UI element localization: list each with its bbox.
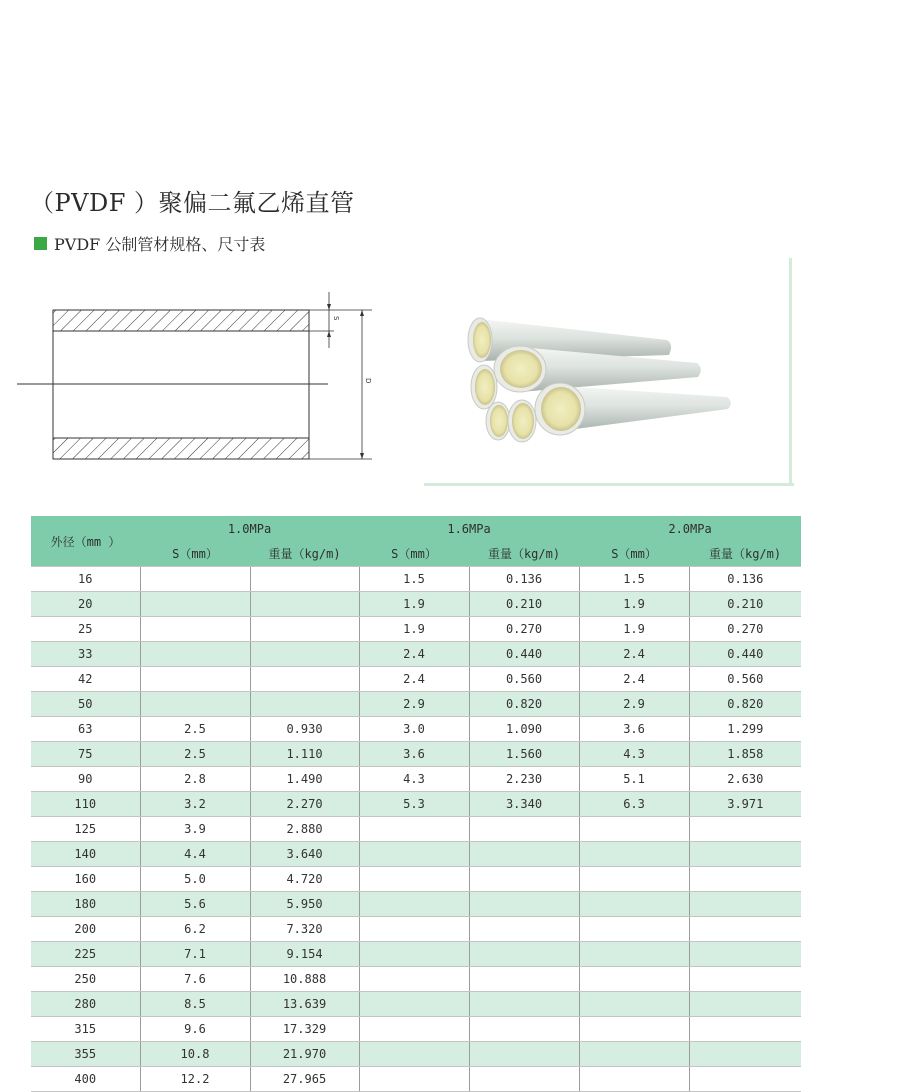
top-wall-hatch (53, 310, 309, 331)
table-cell: 1.560 (469, 742, 579, 767)
table-row (31, 742, 801, 767)
table-cell: 5.0 (140, 867, 250, 892)
table-cell (689, 842, 801, 867)
table-cell: 12.2 (140, 1067, 250, 1092)
table-cell: 2.4 (359, 642, 469, 667)
column-header: 重量（kg/m) (469, 541, 579, 567)
table-cell: 7.320 (250, 917, 359, 942)
table-row (31, 1042, 801, 1067)
table-cell: 27.965 (250, 1067, 359, 1092)
table-cell: 200 (31, 917, 140, 942)
table-cell (689, 817, 801, 842)
pressure-header-1: 1.0MPa (140, 516, 359, 541)
table-cell: 1.490 (250, 767, 359, 792)
table-cell: 17.329 (250, 1017, 359, 1042)
table-cell: 3.340 (469, 792, 579, 817)
table-cell (250, 667, 359, 692)
table-cell: 50 (31, 692, 140, 717)
table-row (31, 692, 801, 717)
table-cell: 8.5 (140, 992, 250, 1017)
table-cell (469, 992, 579, 1017)
table-row (31, 892, 801, 917)
table-cell: 1.090 (469, 717, 579, 742)
table-row (31, 917, 801, 942)
outer-diameter-header: 外径（mm ） (31, 516, 140, 567)
table-cell (469, 1042, 579, 1067)
table-row (31, 667, 801, 692)
label-d: D (364, 378, 372, 384)
frame-border-bottom (424, 483, 794, 486)
table-row (31, 967, 801, 992)
table-cell (250, 617, 359, 642)
table-cell: 180 (31, 892, 140, 917)
table-cell (689, 892, 801, 917)
table-cell: 1.5 (579, 567, 689, 592)
table-cell: 90 (31, 767, 140, 792)
table-cell: 0.820 (689, 692, 801, 717)
table-cell: 3.9 (140, 817, 250, 842)
table-cell (579, 942, 689, 967)
column-header: S（mm） (140, 541, 250, 567)
table-cell (250, 642, 359, 667)
table-cell: 400 (31, 1067, 140, 1092)
table-row (31, 992, 801, 1017)
table-cell: 2.5 (140, 717, 250, 742)
table-cell (359, 967, 469, 992)
table-cell (359, 917, 469, 942)
table-cell: 25 (31, 617, 140, 642)
table-cell: 0.210 (469, 592, 579, 617)
table-cell: 2.9 (359, 692, 469, 717)
table-cell (359, 1017, 469, 1042)
table-cell: 0.560 (469, 667, 579, 692)
table-row (31, 1067, 801, 1092)
table-cell: 0.440 (689, 642, 801, 667)
label-s: S (332, 316, 340, 321)
table-cell (359, 867, 469, 892)
table-cell (250, 592, 359, 617)
green-square-icon (34, 237, 47, 250)
table-cell (359, 992, 469, 1017)
table-cell (140, 592, 250, 617)
table-cell (579, 892, 689, 917)
table-cell: 2.880 (250, 817, 359, 842)
table-cell: 3.0 (359, 717, 469, 742)
table-cell (359, 892, 469, 917)
section-heading (34, 232, 265, 255)
table-cell (689, 992, 801, 1017)
table-cell: 1.110 (250, 742, 359, 767)
table-cell (359, 942, 469, 967)
table-cell: 250 (31, 967, 140, 992)
table-cell (579, 967, 689, 992)
table-cell (469, 1067, 579, 1092)
table-row (31, 842, 801, 867)
column-header: 重量（kg/m) (689, 541, 801, 567)
table-cell: 63 (31, 717, 140, 742)
table-cell: 140 (31, 842, 140, 867)
table-body (31, 567, 801, 1092)
table-cell: 2.5 (140, 742, 250, 767)
table-cell (140, 667, 250, 692)
table-cell: 2.8 (140, 767, 250, 792)
table-row (31, 1017, 801, 1042)
table-cell (140, 642, 250, 667)
table-row (31, 792, 801, 817)
table-cell: 0.136 (689, 567, 801, 592)
table-cell (579, 992, 689, 1017)
table-cell: 10.8 (140, 1042, 250, 1067)
pressure-header-3: 2.0MPa (579, 516, 801, 541)
table-cell: 3.6 (359, 742, 469, 767)
table-cell: 0.560 (689, 667, 801, 692)
table-cell (579, 1067, 689, 1092)
table-cell: 2.630 (689, 767, 801, 792)
table-cell (140, 617, 250, 642)
table-cell: 3.640 (250, 842, 359, 867)
table-cell: 0.210 (689, 592, 801, 617)
table-cell: 4.720 (250, 867, 359, 892)
table-cell (689, 917, 801, 942)
table-cell: 355 (31, 1042, 140, 1067)
table-cell (359, 1067, 469, 1092)
table-cell (469, 917, 579, 942)
table-cell: 42 (31, 667, 140, 692)
table-cell (469, 817, 579, 842)
table-row (31, 867, 801, 892)
table-cell: 280 (31, 992, 140, 1017)
table-cell (689, 1067, 801, 1092)
table-cell: 6.3 (579, 792, 689, 817)
table-cell: 1.5 (359, 567, 469, 592)
table-cell: 1.299 (689, 717, 801, 742)
table-cell: 0.270 (689, 617, 801, 642)
table-row (31, 642, 801, 667)
pressure-header-row (31, 516, 801, 541)
table-row (31, 767, 801, 792)
table-cell: 2.230 (469, 767, 579, 792)
column-header-row (31, 541, 801, 567)
table-cell: 315 (31, 1017, 140, 1042)
table-cell (469, 967, 579, 992)
table-cell: 5.3 (359, 792, 469, 817)
table-cell (250, 692, 359, 717)
table-cell: 110 (31, 792, 140, 817)
table-cell (579, 842, 689, 867)
table-cell (579, 867, 689, 892)
table-cell: 75 (31, 742, 140, 767)
table-cell: 2.4 (359, 667, 469, 692)
table-cell (469, 842, 579, 867)
table-row (31, 592, 801, 617)
table-cell (689, 967, 801, 992)
table-cell (140, 692, 250, 717)
table-cell: 21.970 (250, 1042, 359, 1067)
table-row (31, 567, 801, 592)
table-cell (579, 917, 689, 942)
table-cell: 2.4 (579, 642, 689, 667)
table-cell: 3.6 (579, 717, 689, 742)
table-cell (689, 942, 801, 967)
table-cell: 1.858 (689, 742, 801, 767)
table-cell: 0.270 (469, 617, 579, 642)
table-cell: 9.6 (140, 1017, 250, 1042)
table-cell: 125 (31, 817, 140, 842)
table-cell: 9.154 (250, 942, 359, 967)
table-cell: 225 (31, 942, 140, 967)
table-cell (689, 1017, 801, 1042)
pipe-cross-section-diagram (14, 288, 384, 473)
table-cell: 2.4 (579, 667, 689, 692)
table-cell (689, 1042, 801, 1067)
table-cell: 6.2 (140, 917, 250, 942)
table-row (31, 717, 801, 742)
table-cell: 0.820 (469, 692, 579, 717)
table-cell: 1.9 (359, 592, 469, 617)
table-cell: 4.3 (579, 742, 689, 767)
table-cell: 5.950 (250, 892, 359, 917)
bottom-wall-hatch (53, 438, 309, 459)
table-cell (359, 1042, 469, 1067)
table-cell: 16 (31, 567, 140, 592)
table-cell: 160 (31, 867, 140, 892)
table-cell: 1.9 (359, 617, 469, 642)
column-header: 重量（kg/m) (250, 541, 359, 567)
table-cell: 7.6 (140, 967, 250, 992)
pressure-header-2: 1.6MPa (359, 516, 579, 541)
table-cell (469, 942, 579, 967)
table-cell (250, 567, 359, 592)
table-cell: 2.270 (250, 792, 359, 817)
table-cell: 0.440 (469, 642, 579, 667)
table-row (31, 942, 801, 967)
column-header: S（mm） (579, 541, 689, 567)
table-cell: 20 (31, 592, 140, 617)
table-cell (140, 567, 250, 592)
table-cell: 2.9 (579, 692, 689, 717)
table-cell (359, 842, 469, 867)
column-header: S（mm） (359, 541, 469, 567)
table-cell: 7.1 (140, 942, 250, 967)
table-cell: 1.9 (579, 617, 689, 642)
table-cell: 0.136 (469, 567, 579, 592)
pvdf-pipe-bundle-image (462, 313, 742, 448)
table-cell: 4.4 (140, 842, 250, 867)
table-cell: 5.6 (140, 892, 250, 917)
table-row (31, 617, 801, 642)
table-cell: 3.2 (140, 792, 250, 817)
frame-border-right (789, 258, 792, 486)
pvdf-spec-table (31, 516, 801, 1092)
table-cell: 10.888 (250, 967, 359, 992)
table-cell: 1.9 (579, 592, 689, 617)
table-cell: 13.639 (250, 992, 359, 1017)
table-cell: 0.930 (250, 717, 359, 742)
table-cell: 5.1 (579, 767, 689, 792)
table-cell (469, 867, 579, 892)
table-cell (689, 867, 801, 892)
table-cell: 3.971 (689, 792, 801, 817)
page-title: （PVDF ）聚偏二氟乙烯直管 (30, 189, 355, 217)
table-cell (579, 1042, 689, 1067)
table-cell (579, 817, 689, 842)
table-cell (469, 1017, 579, 1042)
table-cell (579, 1017, 689, 1042)
table-cell (469, 892, 579, 917)
table-cell (359, 817, 469, 842)
table-cell: 33 (31, 642, 140, 667)
section-heading-text: PVDF 公制管材规格、尺寸表 (54, 235, 266, 254)
table-row (31, 817, 801, 842)
product-photo-frame (424, 258, 794, 486)
table-cell: 4.3 (359, 767, 469, 792)
